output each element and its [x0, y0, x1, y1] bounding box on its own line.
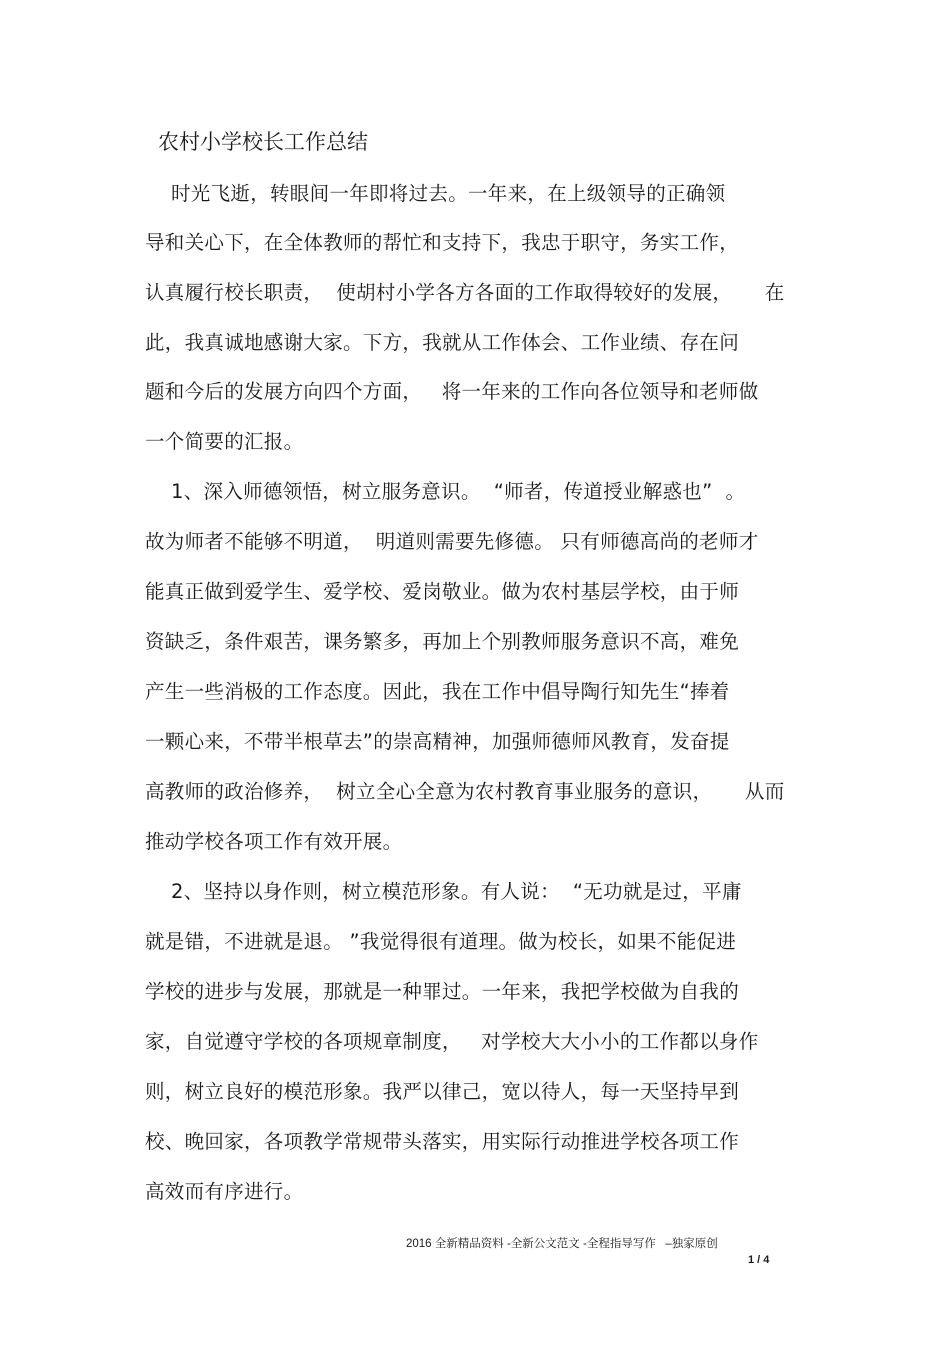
body-line: 认真履行校长职责， 使胡村小学各方各面的工作取得较好的发展， 在	[145, 281, 785, 304]
body-line: 高教师的政治修养， 树立全心全意为农村教育事业服务的意识， 从而	[145, 780, 785, 803]
body-line: 时光飞逝，转眼间一年即将过去。一年来，在上级领导的正确领	[145, 182, 726, 205]
body-line: 家，自觉遵守学校的各项规章制度， 对学校大大小小的工作都以身作	[145, 1030, 759, 1053]
body-line: 2、坚持以身作则，树立模范形象。有人说： “无功就是过，平庸	[145, 880, 742, 903]
body-line: 导和关心下，在全体教师的帮忙和支持下，我忠于职守，务实工作，	[145, 231, 740, 254]
body-line: 故为师者不能够不明道， 明道则需要先修德。 只有师德高尚的老师才	[145, 530, 759, 553]
body-line: 校、晚回家，各项教学常规带头落实，用实际行动推进学校各项工作	[145, 1130, 740, 1153]
body-line: 产生一些消极的工作态度。因此，我在工作中倡导陶行知先生“捧着	[145, 680, 730, 703]
body-line: 一个简要的汇报。	[145, 430, 304, 453]
body-line: 题和今后的发展方向四个方面， 将一年来的工作向各位领导和老师做	[145, 380, 759, 403]
body-line: 资缺乏，条件艰苦，课务繁多，再加上个别教师服务意识不高，难免	[145, 630, 740, 653]
document-title: 农村小学校长工作总结	[158, 130, 368, 154]
body-line: 推动学校各项工作有效开展。	[145, 830, 403, 853]
body-line: 一颗心来，不带半根草去”的崇高精神，加强师德师风教育，发奋提	[145, 730, 730, 753]
body-line: 就是错，不进就是退。 ”我觉得很有道理。做为校长，如果不能促进	[145, 930, 737, 953]
page-number: 1 / 4	[748, 1254, 770, 1266]
body-line: 学校的进步与发展，那就是一种罪过。一年来，我把学校做为自我的	[145, 980, 740, 1003]
body-line: 1、深入师德领悟，树立服务意识。 “师者，传道授业解惑也” 。	[145, 480, 746, 503]
body-line: 此，我真诚地感谢大家。下方，我就从工作体会、工作业绩、存在问	[145, 331, 740, 354]
footer-note: 2016 全新精品资料 -全新公文范文 -全程指导写作 –独家原创	[406, 1238, 718, 1250]
body-line: 则，树立良好的模范形象。我严以律己，宽以待人，每一天坚持早到	[145, 1080, 740, 1103]
body-line: 能真正做到爱学生、爱学校、爱岗敬业。做为农村基层学校，由于师	[145, 580, 740, 603]
body-line: 高效而有序进行。	[145, 1180, 304, 1203]
